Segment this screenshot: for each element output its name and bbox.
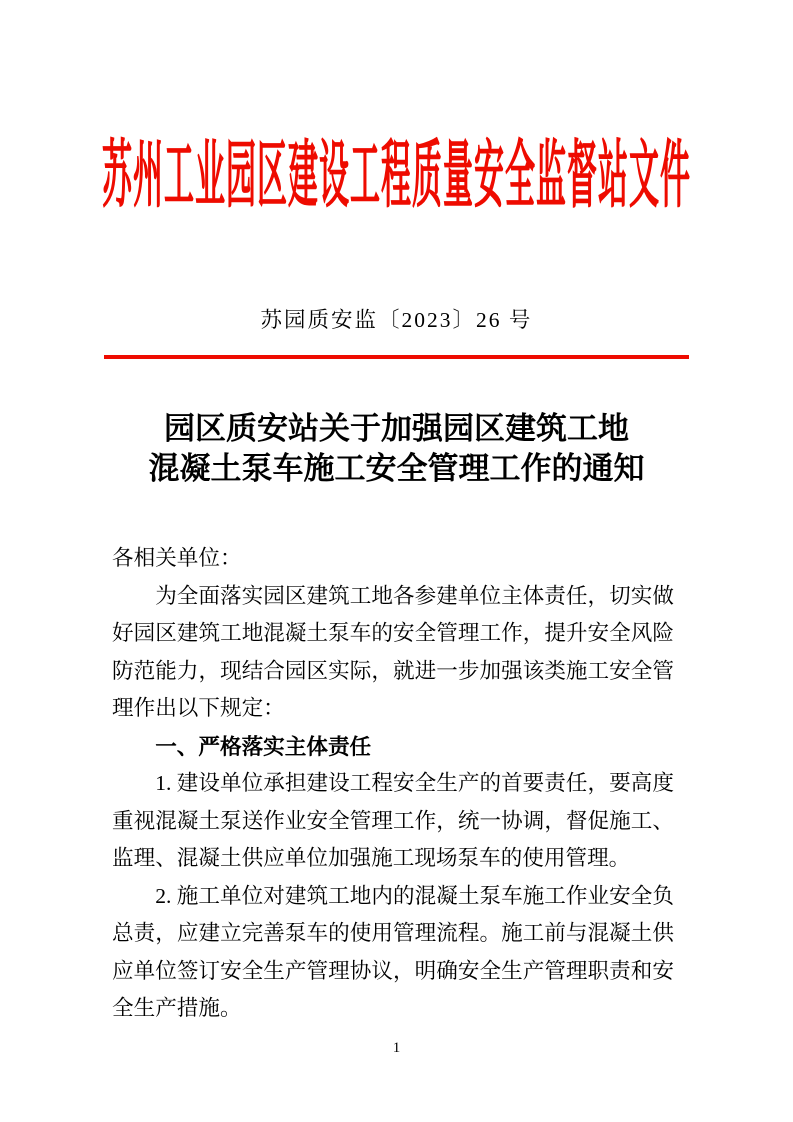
page-number: 1 [392, 1040, 401, 1056]
document-title-line2: 混凝土泵车施工安全管理工作的通知 [148, 451, 645, 486]
paragraph-intro: 为全面落实园区建筑工地各参建单位主体责任，切实做好园区建筑工地混凝土泵车的安全管理工作，提升安全风险防范能力，现结合园区实际，就进一步加强该类施工安全管理作出以下规定： [112, 583, 674, 720]
document-title [0, 409, 793, 489]
letterhead-org-title: 苏州工业园区建设工程质量安全监督站文件 [102, 136, 691, 217]
document-number: 苏园质安监〔2023〕26 号 [260, 308, 533, 332]
section-heading-1: 一、严格落实主体责任 [155, 733, 372, 759]
document-body [112, 540, 674, 1028]
red-divider-line [104, 355, 689, 359]
salutation: 各相关单位： [112, 546, 242, 570]
document-title-line1: 园区质安站关于加强园区建筑工地 [164, 411, 629, 446]
paragraph-item-1: 1. 建设单位承担建设工程安全生产的首要责任，要高度重视混凝土泵送作业安全管理工作，统一协调，督促施工、监理、混凝土供应单位加强施工现场泵车的使用管理。 [112, 771, 674, 870]
paragraph-item-2: 2. 施工单位对建筑工地内的混凝土泵车施工作业安全负总责，应建立完善泵车的使用管理流程。施工前与混凝土供应单位签订安全生产管理协议，明确安全生产管理职责和安全生产措施。 [112, 883, 674, 1020]
